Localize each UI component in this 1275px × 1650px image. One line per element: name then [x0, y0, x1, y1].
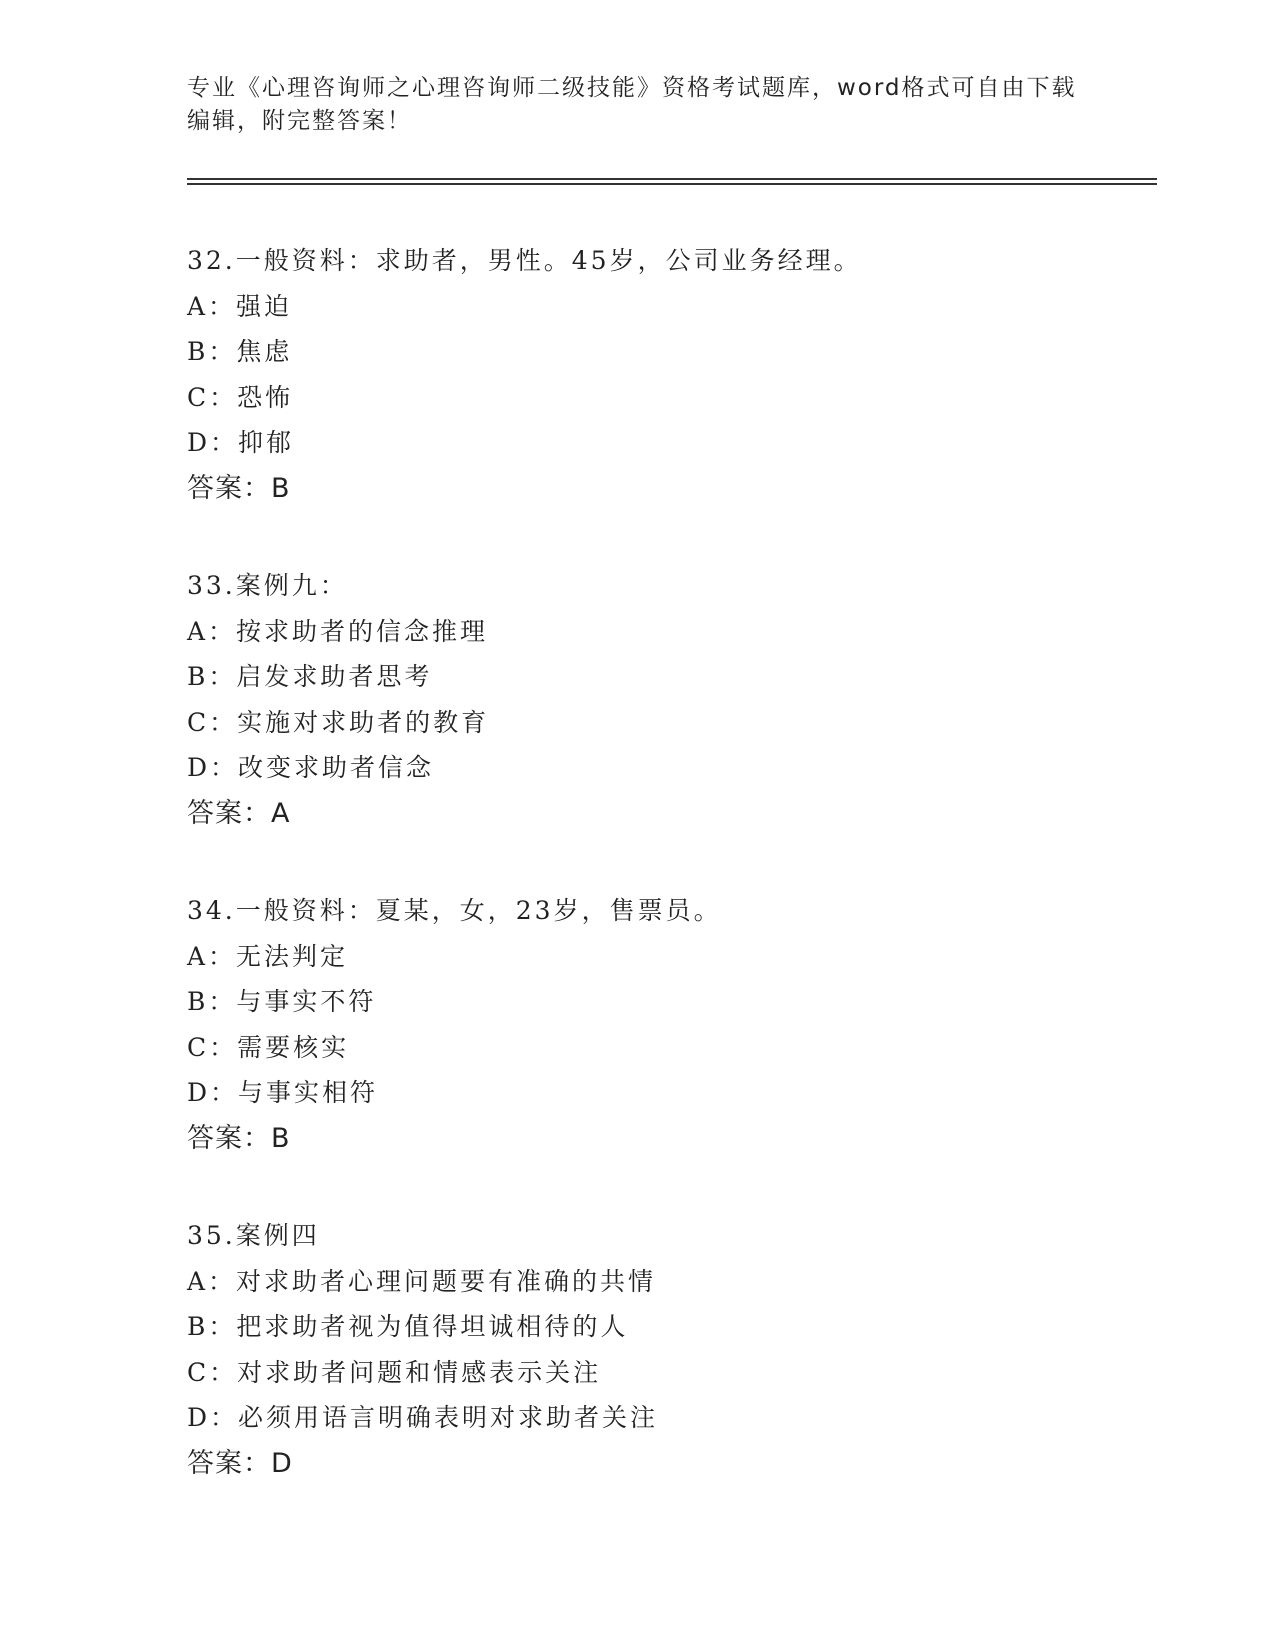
header-line-2: 编辑，附完整答案！ — [187, 108, 412, 134]
answer-line: 答案：D — [187, 1447, 293, 1479]
question-stem: 35.案例四 — [187, 1221, 320, 1250]
option-a: A：强迫 — [187, 291, 293, 321]
option-c: C：恐怖 — [187, 382, 294, 412]
question-32 — [187, 238, 1087, 511]
option-b: B：焦虑 — [187, 337, 293, 366]
option-d: D：改变求助者信念 — [187, 753, 435, 782]
header-divider-bottom — [187, 183, 1157, 185]
question-34 — [187, 888, 1087, 1161]
header-divider-top — [187, 178, 1157, 180]
option-b: B：与事实不符 — [187, 987, 377, 1016]
document-header — [187, 72, 1087, 138]
question-33 — [187, 563, 1087, 836]
option-a: A：对求助者心理问题要有准确的共情 — [187, 1266, 657, 1296]
answer-line: 答案：B — [187, 1122, 291, 1154]
option-c: C：需要核实 — [187, 1032, 350, 1062]
option-c: C：对求助者问题和情感表示关注 — [187, 1357, 602, 1387]
option-b: B：把求助者视为值得坦诚相待的人 — [187, 1312, 629, 1341]
question-stem: 32.一般资料：求助者，男性。45岁，公司业务经理。 — [187, 246, 862, 275]
question-list — [187, 238, 1087, 1538]
option-d: D：必须用语言明确表明对求助者关注 — [187, 1403, 659, 1432]
option-d: D：与事实相符 — [187, 1078, 379, 1107]
header-line-1: 专业《心理咨询师之心理咨询师二级技能》资格考试题库，word格式可自由下载 — [187, 75, 1077, 101]
question-stem: 33.案例九： — [187, 571, 348, 600]
question-stem: 34.一般资料：夏某，女，23岁，售票员。 — [187, 896, 722, 925]
answer-line: 答案：B — [187, 472, 291, 504]
option-a: A：无法判定 — [187, 941, 349, 971]
option-c: C：实施对求助者的教育 — [187, 707, 490, 737]
question-35 — [187, 1213, 1087, 1486]
option-a: A：按求助者的信念推理 — [187, 616, 489, 646]
option-b: B：启发求助者思考 — [187, 662, 433, 691]
answer-line: 答案：A — [187, 797, 291, 829]
option-d: D：抑郁 — [187, 428, 295, 457]
